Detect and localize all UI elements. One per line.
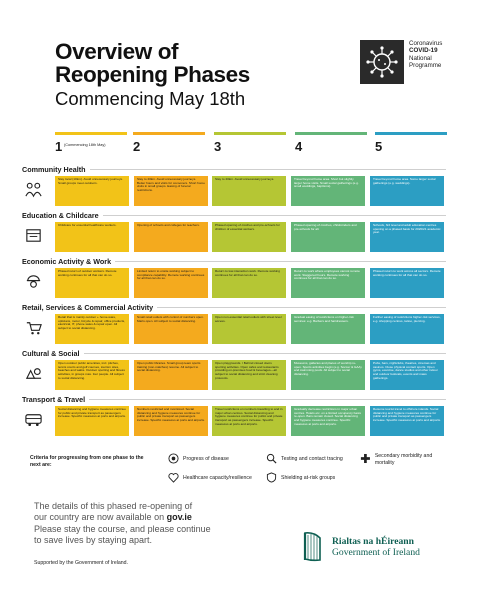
criteria-item-text: Testing and contact tracing (281, 455, 343, 462)
section-cultural-social (22, 348, 446, 390)
phase-number-2: 2 (133, 139, 141, 154)
shielding-icon (266, 472, 277, 483)
section-community-health (22, 164, 446, 206)
section-divider (157, 307, 446, 308)
phase-2-cell: Limited return to onsite working subject to compliance capability. Remote working continues for all that can do so. (134, 268, 208, 298)
section-divider (89, 399, 446, 400)
phase-2-cell: Open public libraries. Small group team sports training (non-matches) resume. All subject to social distancing. (134, 360, 208, 390)
economic-activity-icon (24, 272, 43, 291)
cultural-social-icon (24, 364, 43, 383)
phase-4-cell: Gradually decrease restrictions in major urban centres. Hotels etc. on a limited occupancy basis re-open. Bars remain closed. Social distancing and hygiene measures continue. Specific measures at ports and airports. (291, 406, 365, 436)
phase-5-cell: Schools, 3rd level and adult education centres opening on a phased basis for 2020/21 academic year. (370, 222, 444, 252)
section-divider (84, 353, 446, 354)
phase-4-cell: Museums, galleries and places of worship re-open. Sports activities begin (e.g. Soccer & GAA) and swimming pools. All subject to social distancing. (291, 360, 365, 390)
government-logo (300, 530, 420, 564)
phase-number-5: 5 (375, 139, 383, 154)
phase-2-cell: Opening of schools and colleges for teachers. (134, 222, 208, 252)
logo-line-2: COVID-19 (409, 47, 438, 55)
phase-3-cell: Stay to 20km. Avoid unnecessary journeys. (212, 176, 286, 206)
phase-1-cell: Phased return of outdoor workers. Remote working continues for all that can do so. (55, 268, 129, 298)
phase-4-cell: Return to work where employees cannot remote work. Staggered hours. Remote working continues for all that can do so. (291, 268, 365, 298)
phase-number-3: 3 (214, 139, 222, 154)
phase-1-cell: Stay local (10km). Avoid unnecessary journeys. Small groups meet outdoors. (55, 176, 129, 206)
government-text (332, 536, 420, 558)
harp-icon (300, 530, 324, 564)
testing-contact-tracing-icon (266, 453, 277, 464)
criteria-item-1 (168, 453, 229, 464)
phase-3-cell: Travel restrictions on numbers travelling to and in major urban centres. Social distancing and hygiene measures continue for public and private transport as passengers increase. Specific measures at ports and airports. (212, 406, 286, 436)
phase-bar-4 (295, 132, 367, 135)
government-irish-name: Rialtas na hÉireann (332, 536, 414, 547)
phase-3-cell: Open playgrounds. / Behind closed doors sporting activities. Open cafés and restaurants providing on-premises food & beverages—all subject to social distancing and strict cleaning protocols. (212, 360, 286, 390)
criteria-item-text: Progress of disease (183, 455, 229, 462)
info-line-4: to save lives by staying apart. (34, 534, 153, 545)
progress-of-disease-icon (168, 453, 179, 464)
education-childcare-icon (24, 226, 43, 245)
phase-number-1: 1 (55, 139, 63, 154)
virus-icon (360, 40, 404, 84)
section-divider (90, 169, 447, 170)
retail-services-icon (24, 318, 43, 337)
criteria-item-2 (266, 453, 343, 464)
phase-3-cell: Return to low-interaction work. Remote working continues for all that can do so. (212, 268, 286, 298)
phase-5-cell: Travel beyond home area. Some larger social gatherings (e.g. weddings). (370, 176, 444, 206)
phase-2-cell: Stay to 20km. Avoid unnecessary journeys. Better hours and visits for cocooners. Short home visits in small groups. Easing of funeral restrictions. (134, 176, 208, 206)
section-economic-activity (22, 256, 446, 298)
section-title: Transport & Travel (22, 394, 86, 404)
section-divider (103, 215, 446, 216)
criteria-item-5 (266, 472, 335, 483)
criteria-item-text: Healthcare capacity/resilience (183, 474, 252, 481)
title-line-2: Reopening Phases (55, 62, 250, 87)
phase-bar-3 (214, 132, 286, 135)
phase-1-cell: Open outdoor public amenities, incl. pitches, tennis courts and golf courses, tourism sites, beaches and walks. Outdoor sporting and fitness activities, in groups max. four people. All subject to social distancing. (55, 360, 129, 390)
logo-text (409, 40, 442, 70)
phase-5-cell: Phased return to work across all sectors. Remote working continues for all that can do so. (370, 268, 444, 298)
secondary-morbidity-icon (360, 453, 371, 464)
section-title: Education & Childcare (22, 210, 99, 220)
healthcare-capacity-icon (168, 472, 179, 483)
phase-5-cell: Pubs, bars, nightclubs, theatres, cinemas and casinos. Close physical contact sports. Open gyms, exercise, dance studios and other indoor and outdoor festivals, events and mass gatherings. (370, 360, 444, 390)
phase-1-cell: Social distancing and hygiene measures continue for public and private transport as passengers increase. Specific measures at ports and airports. (55, 406, 129, 436)
logo-line-4: Programme (409, 62, 442, 70)
transport-travel-icon (24, 410, 43, 429)
info-line-1: The details of this phased re-opening of (34, 501, 193, 511)
criteria-panel (22, 453, 452, 493)
info-line-3: Please stay the course, and please continue (34, 523, 211, 534)
title-line-1: Overview of (55, 39, 179, 64)
phase-4-cell: Travel beyond home area. Short but slightly larger home visits. Small social gatherings (e.g. small weddings, baptisms). (291, 176, 365, 206)
header (55, 40, 315, 110)
phase-5-cell: Resume tourist travel to offshore islands. Social distancing and hygiene measures continue for public and private transport as passengers increase. Specific measures at ports and airports. (370, 406, 444, 436)
section-education-childcare (22, 210, 446, 252)
section-transport-travel (22, 394, 446, 436)
logo-line-1: Coronavirus (409, 40, 443, 47)
section-title: Cultural & Social (22, 348, 80, 358)
phase-bar-1 (55, 132, 127, 135)
phase-4-cell: Phased opening of crèches, childminders and pre-schools for all. (291, 222, 365, 252)
phase-note-1: (Commencing 18th May) (64, 143, 106, 147)
phase-sections (22, 163, 446, 440)
section-title: Economic Activity & Work (22, 256, 112, 266)
phase-headers (55, 132, 433, 162)
info-line-2: our country are now available on (34, 512, 167, 523)
criteria-item-text: Secondary morbidity and mortality (374, 453, 433, 466)
supported-by-text: Supported by the Government of Ireland. (34, 560, 129, 566)
phase-1-cell: Childcare for essential healthcare workers. (55, 222, 129, 252)
logo-line-3: National (409, 54, 432, 62)
phase-3-cell: Phased opening of crèches and pre-schools for children of essential workers. (212, 222, 286, 252)
gov-ie-link[interactable]: gov.ie (166, 512, 192, 523)
phase-5-cell: Further easing of restrictions higher-risk services, e.g. shopping centres, tattoo, piercing. (370, 314, 444, 344)
community-health-icon (24, 180, 43, 199)
criteria-item-4 (168, 472, 252, 483)
phase-bar-2 (133, 132, 205, 135)
subtitle: Commencing May 18th (55, 88, 246, 109)
phase-bar-5 (375, 132, 447, 135)
section-title: Community Health (22, 164, 86, 174)
info-paragraph (34, 501, 264, 546)
criteria-item-text: Shielding at-risk groups (281, 474, 336, 481)
phase-1-cell: Retail that is mainly outdoor + home-ware, opticians, motor, bicycle & repair, office products, electrical, IT, phone sales & repair open. All subject to social distancing. (55, 314, 129, 344)
phase-3-cell: Open non-essential retail outlets with street level access. (212, 314, 286, 344)
criteria-item-3 (360, 453, 452, 466)
section-retail-services (22, 302, 446, 344)
criteria-label: Criteria for progressing from one phase to the next are: (30, 455, 144, 468)
section-title: Retail, Services & Commercial Activity (22, 302, 154, 312)
phase-2-cell: Numbers restricted and monitored. Social distancing and hygiene measures continue for public and private transport as passengers increase. Specific measures at ports and airports. (134, 406, 208, 436)
covid-programme-logo (360, 40, 442, 84)
government-english-name: Government of Ireland (332, 547, 420, 558)
phase-2-cell: Small retail outlets with control of numbers open. Marts open. All subject to social distancing. (134, 314, 208, 344)
phase-number-4: 4 (295, 139, 303, 154)
phase-4-cell: Gradual easing of restrictions on higher-risk services: e.g. Barbers and hairdressers. (291, 314, 365, 344)
section-divider (115, 261, 446, 262)
